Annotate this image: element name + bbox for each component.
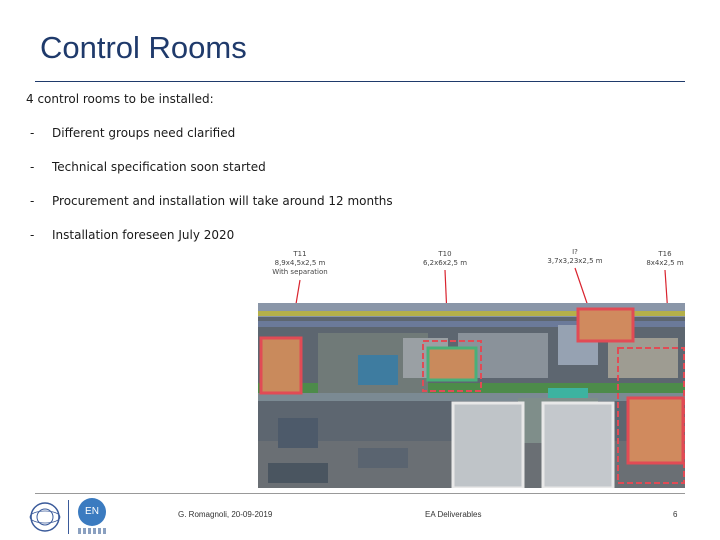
bullet-dash: - [30, 160, 35, 174]
en-department-logo [78, 498, 106, 526]
bullet-text: Technical specification soon started [52, 160, 266, 174]
hall-layout-image [258, 303, 685, 488]
bullet-dash: - [30, 228, 35, 242]
bullet-text: Different groups need clarified [52, 126, 236, 140]
cern-logo-icon [28, 500, 62, 534]
annotation-t11-note: With separation [272, 268, 328, 276]
bullet-text: Installation foreseen July 2020 [52, 228, 235, 242]
annotation-t10-size: 6,2x6x2,5 m [422, 259, 468, 267]
annotation-t11-size: 8,9x4,5x2,5 m [274, 259, 326, 267]
annotation-t11-name: T11 [293, 250, 307, 258]
en-logo-text: EN [85, 506, 99, 517]
intro-text: 4 control rooms to be installed: [26, 92, 214, 106]
footer-topic: EA Deliverables [425, 510, 482, 519]
annotation-t16-size: 8x4x2,5 m [646, 259, 684, 267]
footer-author: G. Romagnoli, 20-09-2019 [178, 510, 273, 519]
annotation-t10-name: T10 [438, 250, 452, 258]
annotation-t16-name: T16 [658, 250, 672, 258]
bullet-dash: - [30, 194, 35, 208]
bullet-dash: - [30, 126, 35, 140]
page-number: 6 [673, 510, 678, 519]
footer-divider [35, 493, 685, 494]
en-logo-caption [78, 528, 108, 534]
logo-separator [68, 500, 69, 534]
annotation-i-name: I? [572, 248, 578, 256]
slide-title: Control Rooms [40, 30, 247, 65]
bullet-text: Procurement and installation will take around 12 months [52, 194, 393, 208]
annotation-i-size: 3,7x3,23x2,5 m [547, 257, 603, 265]
